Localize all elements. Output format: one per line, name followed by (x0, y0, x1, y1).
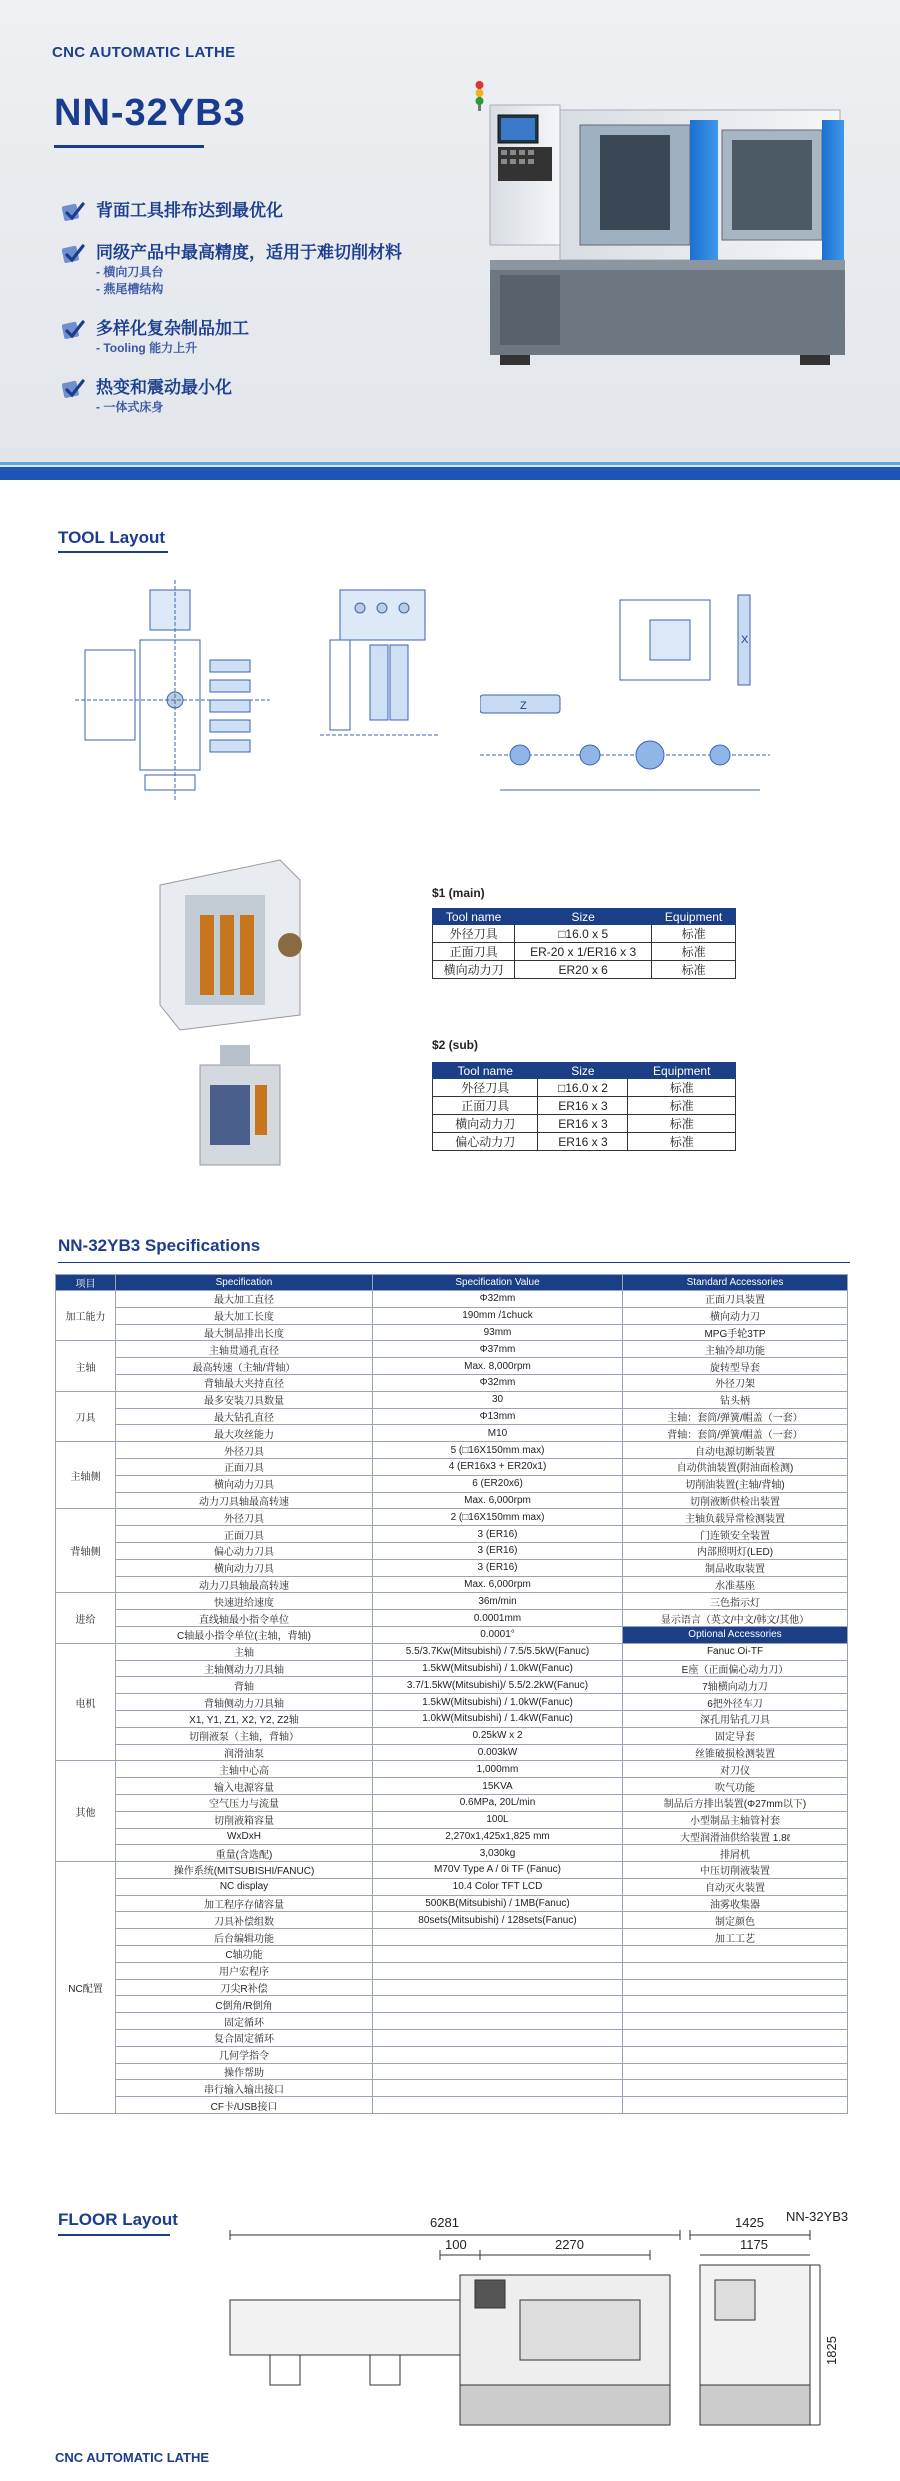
spec-row (56, 1643, 848, 1660)
tool-cell: ER16 x 3 (538, 1115, 628, 1133)
floor-layout-title: FLOOR Layout (58, 2210, 178, 2229)
accessory-item: 切削液断供检出装置 (623, 1492, 848, 1509)
accessory-item: 6把外径车刀 (623, 1694, 848, 1711)
spec-column-header: 项目 (56, 1275, 116, 1291)
tool-cell: 横向动力刀 (433, 1115, 538, 1133)
feature-item (62, 377, 462, 416)
accessory-item: 自动电源切断装置 (623, 1442, 848, 1459)
spec-row (56, 1778, 848, 1795)
spec-item: 外径刀具 (116, 1509, 373, 1526)
dim-height: 1825 (824, 2336, 839, 2365)
main-tool-block-render (150, 855, 310, 1035)
spec-value (373, 1929, 623, 1946)
feature-title: 热变和震动最小化 (96, 378, 232, 397)
accessory-item: 吹气功能 (623, 1778, 848, 1795)
spec-item: 几何学指令 (116, 2046, 373, 2063)
sub-tools-table (432, 1062, 736, 1151)
dim-offset: 100 (445, 2237, 467, 2252)
spec-item: 主轴中心高 (116, 1761, 373, 1778)
tool-layout-title: TOOL Layout (58, 528, 166, 547)
spec-item: CF卡/USB接口 (116, 2097, 373, 2114)
spec-value: 1.5kW(Mitsubishi) / 1.0kW(Fanuc) (373, 1660, 623, 1677)
tool-cell: ER20 x 6 (515, 961, 652, 979)
tool-cell: 标准 (652, 943, 736, 961)
title-underline (54, 145, 204, 148)
spec-value: 6 (ER20x6) (373, 1475, 623, 1492)
z-axis-label: Z (520, 700, 527, 712)
spec-value: 15KVA (373, 1778, 623, 1795)
spec-item: 外径刀具 (116, 1442, 373, 1459)
accessory-item: 切削油装置(主轴/背轴) (623, 1475, 848, 1492)
spec-item: 动力刀具轴最高转速 (116, 1492, 373, 1509)
spec-row (56, 1878, 848, 1895)
accessory-item (623, 1979, 848, 1996)
spec-item: 动力刀具轴最高转速 (116, 1576, 373, 1593)
spec-item: 主轴侧动力刀具轴 (116, 1660, 373, 1677)
spec-row (56, 1408, 848, 1425)
feature-item (62, 318, 462, 357)
spec-row (56, 1610, 848, 1627)
spec-item: WxDxH (116, 1828, 373, 1845)
accessory-item: 自动灭火装置 (623, 1878, 848, 1895)
spec-value: 3 (ER16) (373, 1559, 623, 1576)
axis-stroke-drawing (480, 570, 780, 815)
main-spindle-tool-drawing (60, 580, 300, 805)
feature-title: 多样化复杂制品加工 (96, 319, 249, 338)
spec-row (56, 1458, 848, 1475)
accessory-item: 排屑机 (623, 1845, 848, 1862)
spec-value (373, 2063, 623, 2080)
spec-row (56, 1374, 848, 1391)
spec-value (373, 2013, 623, 2030)
spec-value: 10.4 Color TFT LCD (373, 1878, 623, 1895)
spec-value: Φ37mm (373, 1341, 623, 1358)
spec-group-label: 进给 (56, 1593, 116, 1643)
spec-value: 0.6MPa, 20L/min (373, 1794, 623, 1811)
tool-cell: 横向动力刀 (433, 961, 515, 979)
spec-value: 0.003kW (373, 1744, 623, 1761)
spec-row (56, 1442, 848, 1459)
spec-group-label: NC配置 (56, 1862, 116, 2114)
accessory-item: 自动供油装置(附油面检测) (623, 1458, 848, 1475)
accessory-item: 对刀仪 (623, 1761, 848, 1778)
spec-row (56, 1794, 848, 1811)
tool-column-header: Equipment (628, 1063, 736, 1079)
tool-row (433, 943, 736, 961)
specs-header-row (56, 1275, 848, 1291)
specs-underline (58, 1262, 850, 1263)
spec-row (56, 1391, 848, 1408)
spec-value: 5 (□16X150mm max) (373, 1442, 623, 1459)
spec-value: 3 (ER16) (373, 1526, 623, 1543)
spec-value: Φ32mm (373, 1374, 623, 1391)
spec-row (56, 2063, 848, 2080)
spec-item: 横向动力刀具 (116, 1475, 373, 1492)
spec-row (56, 1526, 848, 1543)
floor-model-label: NN-32YB3 (786, 2209, 849, 2224)
spec-row (56, 1946, 848, 1963)
spec-row (56, 1912, 848, 1929)
spec-item: 最多安装刀具数量 (116, 1391, 373, 1408)
specifications-table (55, 1274, 848, 2114)
spec-item: 正面刀具 (116, 1458, 373, 1475)
accessory-item (623, 2063, 848, 2080)
spec-row (56, 1744, 848, 1761)
spec-row (56, 2013, 848, 2030)
tool-row (433, 1079, 736, 1097)
feature-item (62, 242, 462, 298)
spec-row (56, 1996, 848, 2013)
spec-row (56, 1341, 848, 1358)
accessory-item (623, 1996, 848, 2013)
spec-item: 背轴最大夹持直径 (116, 1374, 373, 1391)
spec-item: 快速进给速度 (116, 1593, 373, 1610)
spec-value: 3 (ER16) (373, 1542, 623, 1559)
accessory-item: 7轴横向动力刀 (623, 1677, 848, 1694)
spec-row (56, 1677, 848, 1694)
spec-item: 最大钻孔直径 (116, 1408, 373, 1425)
spec-group-label: 主轴侧 (56, 1442, 116, 1509)
spec-group-label: 刀具 (56, 1391, 116, 1441)
spec-item: 用户宏程序 (116, 1962, 373, 1979)
spec-value: 3.7/1.5kW(Mitsubishi)/ 5.5/2.2kW(Fanuc) (373, 1677, 623, 1694)
spec-row (56, 2080, 848, 2097)
spec-row (56, 1694, 848, 1711)
feature-detail: - 一体式床身 (96, 400, 164, 414)
accessory-item: 油雾收集器 (623, 1895, 848, 1912)
spec-row (56, 1324, 848, 1341)
spec-row (56, 1509, 848, 1526)
spec-row (56, 1593, 848, 1610)
spec-column-header: Specification (116, 1275, 373, 1291)
hero-accent-line (0, 462, 900, 465)
accessory-item: 水准基座 (623, 1576, 848, 1593)
accessory-item: 制品收取装置 (623, 1559, 848, 1576)
spec-group-label: 其他 (56, 1761, 116, 1862)
tool-row (433, 961, 736, 979)
spec-value: 3,030kg (373, 1845, 623, 1862)
tool-table-header (433, 1063, 736, 1079)
spec-row (56, 1492, 848, 1509)
spec-value: 36m/min (373, 1593, 623, 1610)
tool-cell: ER16 x 3 (538, 1133, 628, 1151)
spec-row (56, 1576, 848, 1593)
spec-item: NC display (116, 1878, 373, 1895)
dim-overall: 6281 (430, 2215, 459, 2230)
spec-value: Max. 6,000rpm (373, 1576, 623, 1593)
spec-item: 润滑油泵 (116, 1744, 373, 1761)
spec-value: 0.0001mm (373, 1610, 623, 1627)
spec-value (373, 2080, 623, 2097)
spec-value: M70V Type A / 0i TF (Fanuc) (373, 1862, 623, 1879)
spec-row (56, 1358, 848, 1375)
spec-item: 刀具补偿组数 (116, 1912, 373, 1929)
spec-value: Φ13mm (373, 1408, 623, 1425)
check-icon (62, 319, 86, 343)
spec-value: 500KB(Mitsubishi) / 1MB(Fanuc) (373, 1895, 623, 1912)
spec-row (56, 1761, 848, 1778)
spec-value: 2 (□16X150mm max) (373, 1509, 623, 1526)
spec-row (56, 2046, 848, 2063)
tool-cell: 偏心动力刀 (433, 1133, 538, 1151)
accessory-item: 加工工艺 (623, 1929, 848, 1946)
spec-value: 1,000mm (373, 1761, 623, 1778)
accessory-item (623, 2046, 848, 2063)
accessory-item: 背轴：套筒/弹簧/帽盖（一套） (623, 1425, 848, 1442)
check-icon (62, 243, 86, 267)
spec-value: 30 (373, 1391, 623, 1408)
accessory-item (623, 1962, 848, 1979)
main-tools-table (432, 908, 736, 979)
accessory-item: 横向动力刀 (623, 1307, 848, 1324)
floor-layout-drawing (220, 2205, 860, 2440)
accessory-item: 显示语言（英文/中文/韩文/其他） (623, 1610, 848, 1627)
feature-title: 背面工具排布达到最优化 (96, 201, 283, 220)
spec-row (56, 1542, 848, 1559)
accessory-item: 门连锁安全装置 (623, 1526, 848, 1543)
spec-value: 4 (ER16x3 + ER20x1) (373, 1458, 623, 1475)
accessory-item: 主轴：套筒/弹簧/帽盖（一套） (623, 1408, 848, 1425)
tool-cell: 外径刀具 (433, 1079, 538, 1097)
tool-row (433, 1115, 736, 1133)
accessory-item: 钻头柄 (623, 1391, 848, 1408)
accessory-item: 主轴负载异常检测装置 (623, 1509, 848, 1526)
spec-value: 93mm (373, 1324, 623, 1341)
spec-value: Max. 6,000rpm (373, 1492, 623, 1509)
spec-item: 切削液箱容量 (116, 1811, 373, 1828)
accessory-item: 中压切削液装置 (623, 1862, 848, 1879)
tool-cell: 标准 (628, 1115, 736, 1133)
spec-item: 固定循环 (116, 2013, 373, 2030)
feature-detail: - 燕尾槽结构 (96, 282, 164, 296)
feature-item (62, 200, 462, 222)
tool-column-header: Tool name (433, 909, 515, 925)
spec-value: Φ32mm (373, 1291, 623, 1308)
spec-item: 直线轴最小指令单位 (116, 1610, 373, 1627)
tool-table-header (433, 909, 736, 925)
tool-row (433, 925, 736, 943)
dim-machine: 2270 (555, 2237, 584, 2252)
spec-row (56, 1845, 848, 1862)
sub-tools-caption: $2 (sub) (432, 1038, 479, 1052)
spec-item: 背轴 (116, 1677, 373, 1694)
spec-row (56, 1929, 848, 1946)
spec-row (56, 1291, 848, 1308)
spec-column-header: Specification Value (373, 1275, 623, 1291)
spec-group-label: 背轴侧 (56, 1509, 116, 1593)
tool-column-header: Size (538, 1063, 628, 1079)
hero-divider-bar (0, 467, 900, 480)
spec-value (373, 2030, 623, 2047)
dim-depth-inner: 1175 (740, 2237, 768, 2252)
sub-spindle-tool-drawing (320, 580, 450, 750)
spec-item: C轴最小指令单位(主轴，背轴) (116, 1626, 373, 1643)
accessory-item (623, 2097, 848, 2114)
spec-value (373, 1962, 623, 1979)
spec-item: 操作帮助 (116, 2063, 373, 2080)
accessory-item (623, 2013, 848, 2030)
spec-value: 1.5kW(Mitsubishi) / 1.0kW(Fanuc) (373, 1694, 623, 1711)
accessory-item: 大型润滑油供给装置 1.8ℓ (623, 1828, 848, 1845)
spec-row (56, 1475, 848, 1492)
spec-value: 190mm /1chuck (373, 1307, 623, 1324)
spec-value (373, 2097, 623, 2114)
spec-item: 偏心动力刀具 (116, 1542, 373, 1559)
spec-item: 主轴贯通孔直径 (116, 1341, 373, 1358)
spec-row (56, 1559, 848, 1576)
spec-item: X1, Y1, Z1, X2, Y2, Z2轴 (116, 1710, 373, 1727)
spec-row (56, 1425, 848, 1442)
accessory-item: Fanuc Oi-TF (623, 1643, 848, 1660)
tool-row (433, 1097, 736, 1115)
spec-row (56, 1307, 848, 1324)
feature-list (62, 200, 462, 436)
spec-item: 复合固定循环 (116, 2030, 373, 2047)
tool-cell: ER-20 x 1/ER16 x 3 (515, 943, 652, 961)
feature-detail: - 横向刀具台 (96, 265, 164, 279)
spec-item: 最高转速（主轴/背轴） (116, 1358, 373, 1375)
model-title: NN-32YB3 (54, 92, 246, 134)
tool-cell: □16.0 x 5 (515, 925, 652, 943)
accessory-item: E座（正面偏心动力刀） (623, 1660, 848, 1677)
tool-layout-underline (58, 551, 168, 553)
spec-item: 重量(含选配) (116, 1845, 373, 1862)
spec-row (56, 1660, 848, 1677)
accessory-item (623, 1946, 848, 1963)
accessory-item: 固定导套 (623, 1727, 848, 1744)
accessory-item: 正面刀具装置 (623, 1291, 848, 1308)
spec-item: C轴功能 (116, 1946, 373, 1963)
tool-cell: 标准 (628, 1079, 736, 1097)
tool-cell: □16.0 x 2 (538, 1079, 628, 1097)
spec-group-label: 主轴 (56, 1341, 116, 1391)
tool-cell: 标准 (652, 925, 736, 943)
tool-cell: 正面刀具 (433, 943, 515, 961)
spec-value: 2,270x1,425x1,825 mm (373, 1828, 623, 1845)
spec-item: 刀尖R补偿 (116, 1979, 373, 1996)
main-tools-caption: $1 (main) (432, 886, 485, 900)
tool-column-header: Size (515, 909, 652, 925)
tool-column-header: Equipment (652, 909, 736, 925)
accessory-item: 旋转型导套 (623, 1358, 848, 1375)
spec-group-label: 加工能力 (56, 1291, 116, 1341)
accessory-item: 主轴冷却功能 (623, 1341, 848, 1358)
accessory-item: 三色指示灯 (623, 1593, 848, 1610)
dim-depth: 1425 (735, 2215, 764, 2230)
accessory-item: 制品后方排出装置(Φ27mm以下) (623, 1794, 848, 1811)
footer-brand: CNC AUTOMATIC LATHE (55, 2450, 210, 2465)
sub-tool-block-render (180, 1045, 310, 1185)
spec-item: 切削液泵（主轴，背轴） (116, 1727, 373, 1744)
spec-value: 5.5/3.7Kw(Mitsubishi) / 7.5/5.5kW(Fanuc) (373, 1643, 623, 1660)
spec-value: 1.0kW(Mitsubishi) / 1.4kW(Fanuc) (373, 1710, 623, 1727)
tool-column-header: Tool name (433, 1063, 538, 1079)
spec-group-label: 电机 (56, 1643, 116, 1761)
accessory-item (623, 2080, 848, 2097)
spec-value (373, 1979, 623, 1996)
spec-item: 加工程序存储容量 (116, 1895, 373, 1912)
spec-row (56, 1626, 848, 1643)
tool-cell: 标准 (628, 1097, 736, 1115)
check-icon (62, 201, 86, 225)
tool-cell: 正面刀具 (433, 1097, 538, 1115)
spec-row (56, 1811, 848, 1828)
spec-item: 主轴 (116, 1643, 373, 1660)
spec-item: 横向动力刀具 (116, 1559, 373, 1576)
spec-value (373, 2046, 623, 2063)
optional-accessories-header: Optional Accessories (623, 1626, 848, 1643)
lathe-machine-illustration (470, 75, 870, 405)
check-icon (62, 378, 86, 402)
accessory-item: 外径刀架 (623, 1374, 848, 1391)
spec-item: C倒角/R倒角 (116, 1996, 373, 2013)
spec-value: Max. 8,000rpm (373, 1358, 623, 1375)
x-axis-label: X (741, 634, 749, 646)
spec-value (373, 1996, 623, 2013)
tool-cell: ER16 x 3 (538, 1097, 628, 1115)
tool-row (433, 1133, 736, 1151)
spec-row (56, 1727, 848, 1744)
spec-value (373, 1946, 623, 1963)
spec-item: 正面刀具 (116, 1526, 373, 1543)
accessory-item: 制定颜色 (623, 1912, 848, 1929)
spec-item: 串行输入输出接口 (116, 2080, 373, 2097)
spec-row (56, 1895, 848, 1912)
spec-row (56, 1828, 848, 1845)
spec-item: 最大加工直径 (116, 1291, 373, 1308)
spec-value: 0.0001° (373, 1626, 623, 1643)
tool-cell: 标准 (652, 961, 736, 979)
spec-row (56, 2097, 848, 2114)
spec-item: 最大攻丝能力 (116, 1425, 373, 1442)
feature-title: 同级产品中最高精度，适用于难切削材料 (96, 243, 402, 262)
spec-row (56, 1862, 848, 1879)
spec-item: 最大加工长度 (116, 1307, 373, 1324)
brand-label: CNC AUTOMATIC LATHE (52, 44, 236, 61)
accessory-item: 深孔用钻孔刀具 (623, 1710, 848, 1727)
spec-row (56, 2030, 848, 2047)
spec-item: 操作系统(MITSUBISHI/FANUC) (116, 1862, 373, 1879)
specs-title: NN-32YB3 Specifications (58, 1236, 261, 1255)
accessory-item: 小型制品主轴管衬套 (623, 1811, 848, 1828)
accessory-item: 丝锥破损检测装置 (623, 1744, 848, 1761)
spec-row (56, 1962, 848, 1979)
spec-row (56, 1710, 848, 1727)
spec-value: M10 (373, 1425, 623, 1442)
accessory-item (623, 2030, 848, 2047)
tool-cell: 外径刀具 (433, 925, 515, 943)
tool-cell: 标准 (628, 1133, 736, 1151)
floor-layout-underline (58, 2234, 170, 2236)
accessory-item: 内部照明灯(LED) (623, 1542, 848, 1559)
feature-detail: - Tooling 能力上升 (96, 341, 198, 355)
spec-item: 背轴侧动力刀具轴 (116, 1694, 373, 1711)
spec-row (56, 1979, 848, 1996)
spec-item: 后台编辑功能 (116, 1929, 373, 1946)
accessory-item: MPG手轮3TP (623, 1324, 848, 1341)
spec-value: 80sets(Mitsubishi) / 128sets(Fanuc) (373, 1912, 623, 1929)
spec-item: 输入电源容量 (116, 1778, 373, 1795)
hero-banner (0, 0, 900, 480)
spec-column-header: Standard Accessories (623, 1275, 848, 1291)
spec-item: 最大制品排出长度 (116, 1324, 373, 1341)
spec-value: 100L (373, 1811, 623, 1828)
spec-item: 空气压力与流量 (116, 1794, 373, 1811)
spec-value: 0.25kW x 2 (373, 1727, 623, 1744)
